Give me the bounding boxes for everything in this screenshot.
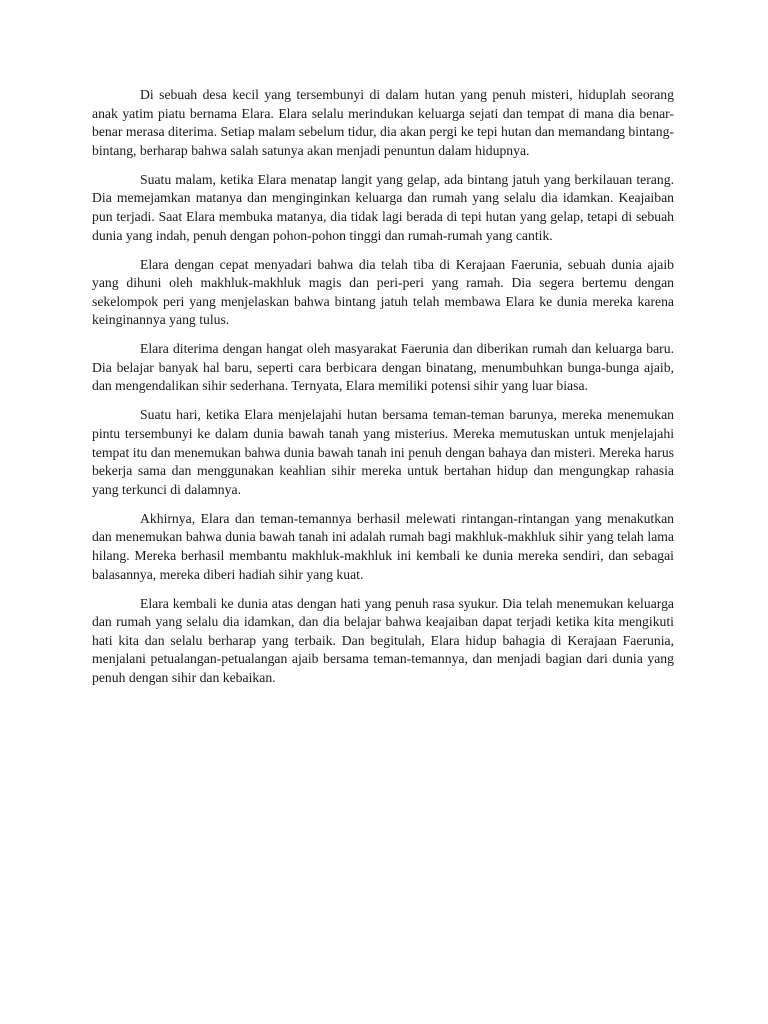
story-body [92,86,674,698]
paragraph-3: Elara dengan cepat menyadari bahwa dia telah tiba di Kerajaan Faerunia, sebuah dunia ajaib yang dihuni oleh makhluk-makhluk magis dan peri-peri yang ramah. Dia segera bertemu dengan sekelompok peri yang menjelaskan bahwa bintang jatuh telah membawa Elara ke dunia mereka karena keinginannya yang tulus. [92,256,674,328]
paragraph-2: Suatu malam, ketika Elara menatap langit yang gelap, ada bintang jatuh yang berkilauan terang. Dia memejamkan matanya dan menginginkan keluarga dan rumah yang selalu dia idamkan. Keajaiban pun terjadi. Saat Elara membuka matanya, dia tidak lagi berada di tepi hutan yang gelap, tetapi di sebuah dunia yang indah, penuh dengan pohon-pohon tinggi dan rumah-rumah yang cantik. [92,171,674,243]
paragraph-4: Elara diterima dengan hangat oleh masyarakat Faerunia dan diberikan rumah dan keluarga baru. Dia belajar banyak hal baru, seperti cara berbicara dengan binatang, menumbuhkan bunga-bunga ajaib, dan mengendalikan sihir sederhana. Ternyata, Elara memiliki potensi sihir yang luar biasa. [92,341,674,394]
paragraph-1: Di sebuah desa kecil yang tersembunyi di dalam hutan yang penuh misteri, hiduplah seorang anak yatim piatu bernama Elara. Elara selalu merindukan keluarga sejati dan tempat di mana dia benar-benar merasa diterima. Setiap malam sebelum tidur, dia akan pergi ke tepi hutan dan memandang bintang-bintang, berharap bahwa salah satunya akan menjadi penuntun dalam hidupnya. [92,87,674,158]
paragraph-6: Akhirnya, Elara dan teman-temannya berhasil melewati rintangan-rintangan yang menakutkan dan menemukan bahwa dunia bawah tanah ini adalah rumah bagi makhluk-makhluk sihir yang telah lama hilang. Mereka berhasil membantu makhluk-makhluk ini kembali ke dunia mereka sendiri, dan sebagai balasannya, mereka diberi hadiah sihir yang kuat. [92,510,674,582]
paragraph-5: Suatu hari, ketika Elara menjelajahi hutan bersama teman-teman barunya, mereka menemukan pintu tersembunyi ke dalam dunia bawah tanah yang misterius. Mereka memutuskan untuk menjelajahi tempat itu dan menemukan bahwa dunia bawah tanah ini penuh dengan bahaya dan misteri. Mereka harus bekerja sama dan menggunakan keahlian sihir mereka untuk bertahan hidup dan mengungkap rahasia yang terkunci di dalamnya. [92,407,674,497]
paragraph-7: Elara kembali ke dunia atas dengan hati yang penuh rasa syukur. Dia telah menemukan keluarga dan rumah yang selalu dia idamkan, dan dia belajar bahwa keajaiban dapat terjadi ketika kita mengikuti hati kita dan selalu berharap yang terbaik. Dan begitulah, Elara hidup bahagia di Kerajaan Faerunia, menjalani petualangan-petualangan ajaib bersama teman-temannya, dan menjadi bagian dari dunia yang penuh dengan sihir dan kebaikan. [92,595,674,685]
